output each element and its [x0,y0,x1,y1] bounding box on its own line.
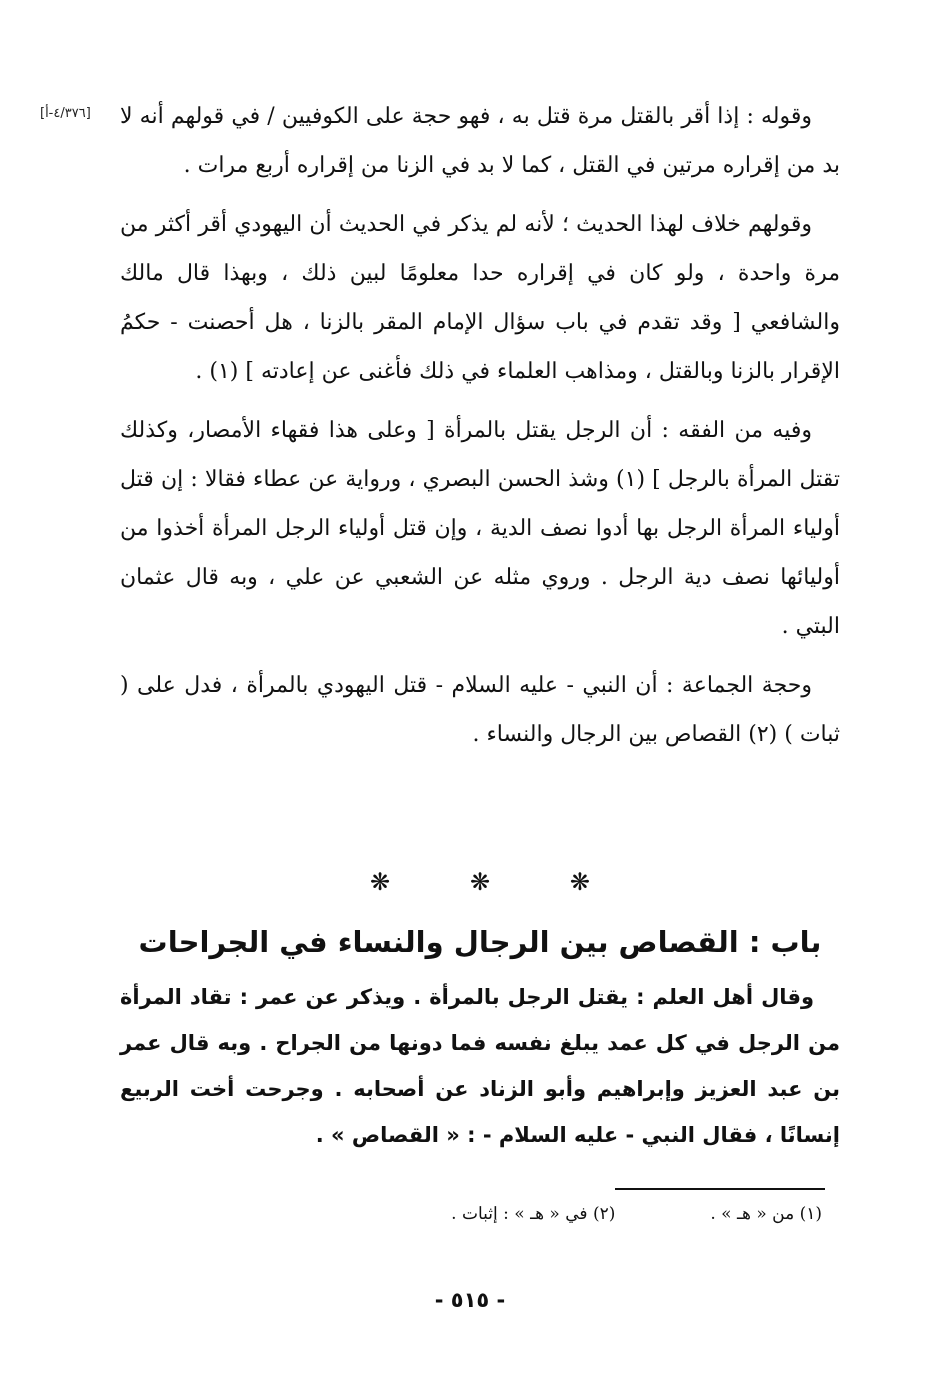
separator-star: ❋ [469,868,491,896]
paragraph-2: وقولهم خلاف لهذا الحديث ؛ لأنه لم يذكر في الحديث أن اليهودي أقر أكثر من مرة واحدة ، ولو كان في إقراره حدا معلومًا لبين ذلك ، وبهذا قال مالك والشافعي [ وقد تقدم في باب سؤال الإمام المقر بالزنا ، هل أحصنت - حكمُ الإقرار بالزنا وبالقتل ، ومذاهب العلماء في ذلك فأغنى عن إعادته ] (١) . [120,212,840,384]
page-number: - ٥١٥ - [434,1288,506,1312]
chapter-heading: باب : القصاص بين الرجال والنساء في الجراحات [138,925,822,959]
paragraph-3: وفيه من الفقه : أن الرجل يقتل بالمرأة [ وعلى هذا فقهاء الأمصار، وكذلك تقتل المرأة بالرجل ] (١) وشذ الحسن البصري ، ورواية عن عطاء فقالا : إن قتل أولياء المرأة الرجل بها أدوا نصف الدية ، وإن قتل أولياء الرجل المرأة أخذوا من أوليائها نصف دية الرجل . وروي مثله عن الشعبي عن علي ، وبه قال عثمان البتي . [120,418,840,639]
commentary-text [120,92,840,769]
footnotes [451,1204,822,1224]
footnote-2: (٢) في « هـ » : إثبات . [451,1204,616,1224]
paragraph-1: وقوله : إذا أقر بالقتل مرة قتل به ، فهو حجة على الكوفيين / في قولهم أنه لا بد من إقراره مرتين في القتل ، كما لا بد في الزنا من إقراره أربع مرات . [120,104,840,178]
chapter-paragraph: وقال أهل العلم : يقتل الرجل بالمرأة . ويذكر عن عمر : تقاد المرأة من الرجل في كل عمد يبلغ نفسه فما دونها من الجراح . وبه قال عمر بن عبد العزيز وإبراهيم وأبو الزناد عن أصحابه . وجرحت أخت الربيع إنسانًا ، فقال النبي - عليه السلام - : « القصاص » . [120,985,840,1147]
footnote-1: (١) من « هـ » . [710,1204,822,1224]
separator-star: ❋ [569,868,590,896]
footnote-divider [615,1188,825,1190]
section-separator [370,868,590,896]
paragraph-4: وحجة الجماعة : أن النبي - عليه السلام - قتل اليهودي بالمرأة ، فدل على ( ثبات ) (٢) القصاص بين الرجال والنساء . [120,673,840,747]
separator-star: ❋ [370,868,391,896]
chapter-text [120,974,840,1158]
margin-folio-reference: [٤/٣٧٦-أ] [40,106,91,121]
